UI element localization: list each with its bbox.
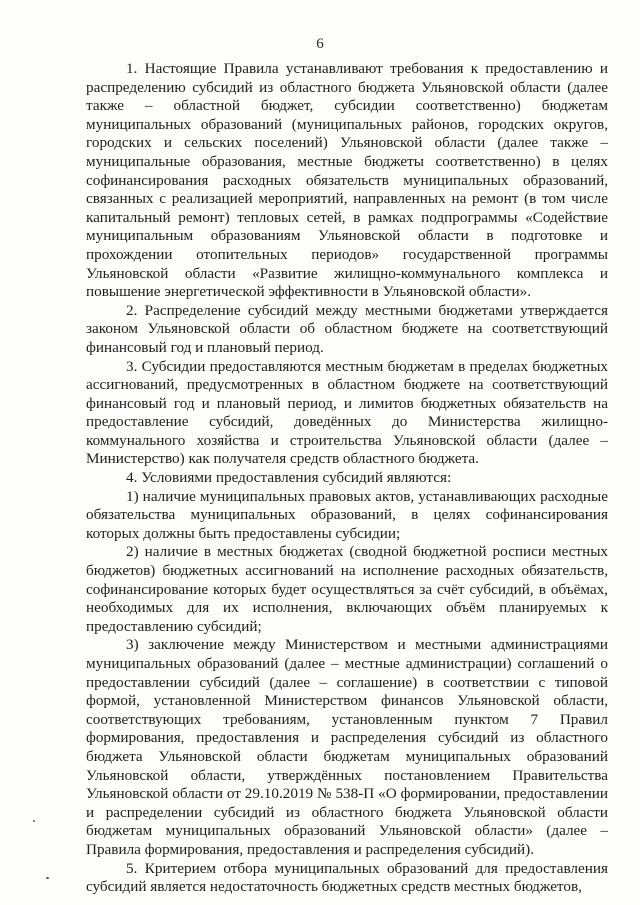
scan-speck [33, 820, 35, 822]
paragraph-2: 2. Распределение субсидий между местными бюджетами утверждается законом Ульяновской области об областном бюджете на соответствующий финансовый год и плановый период. [86, 301, 608, 356]
paragraph-5: 5. Критерием отбора муниципальных образований для предоставления субсидий является недостаточность бюджетных средств местных бюджетов, [86, 859, 608, 896]
condition-2: 2) наличие в местных бюджетах (сводной бюджетной росписи местных бюджетов) бюджетных ассигнований на исполнение расходных обязательств, софинансирование которых будет осуществляться за счёт субсидий, в объёмах, необходимых для их исполнения, включающих объём планируемых к предоставлению субсидий; [86, 543, 608, 635]
condition-1: 1) наличие муниципальных правовых актов, устанавливающих расходные обязательства муниципальных образований, в целях софинансирования которых должны быть предоставлены субсидии; [86, 487, 608, 542]
page-number: 6 [316, 36, 324, 52]
paragraph-3: 3. Субсидии предоставляются местным бюджетам в пределах бюджетных ассигнований, предусмотренных в областном бюджете на соответствующий финансовый год и плановый период, и лимитов бюджетных обязательств на предоставление субсидий, доведённых до Министерства жилищно-коммунального хозяйства и строительства Ульяновской области (далее – Министерство) как получателя средств областного бюджета. [86, 357, 608, 468]
document-body [86, 60, 608, 897]
condition-3: 3) заключение между Министерством и местными администрациями муниципальных образований (далее – местные администрации) соглашений о предоставлении субсидий (далее – соглашение) в соответствии с типовой формой, установленной Министерством финансов Ульяновской области, соответствующих требованиям, установленным пунктом 7 Правил формирования, предоставления и распределения субсидий из областного бюджета Ульяновской области бюджетам муниципальных образований Ульяновской области, утверждённых постановлением Правительства Ульяновской области от 29.10.2019 № 538-П «О формировании, предоставлении и распределении субсидий из областного бюджета Ульяновской области бюджетам муниципальных образований Ульяновской области» (далее – Правила формирования, предоставления и распределения субсидий). [86, 636, 608, 858]
paragraph-1: 1. Настоящие Правила устанавливают требования к предоставлению и распределению субсидий из областного бюджета Ульяновской области (далее также – областной бюджет, субсидии соответственно) бюджетам муниципальных образований (муниципальных районов, городских округов, городских и сельских поселений) Ульяновской области (далее также – муниципальные образования, местные бюджеты соответственно) в целях софинансирования расходных обязательств муниципальных образований, связанных с реализацией мероприятий, направленных на ремонт (в том числе капитальный ремонт) тепловых сетей, в рамках подпрограммы «Содействие муниципальным образованиям Ульяновской области в подготовке и прохождении отопительных периодов» государственной программы Ульяновской области «Развитие жилищно-коммунального комплекса и повышение энергетической эффективности в Ульяновской области». [86, 60, 608, 301]
paragraph-4: 4. Условиями предоставления субсидий являются: [126, 469, 452, 487]
scan-speck [46, 877, 49, 879]
